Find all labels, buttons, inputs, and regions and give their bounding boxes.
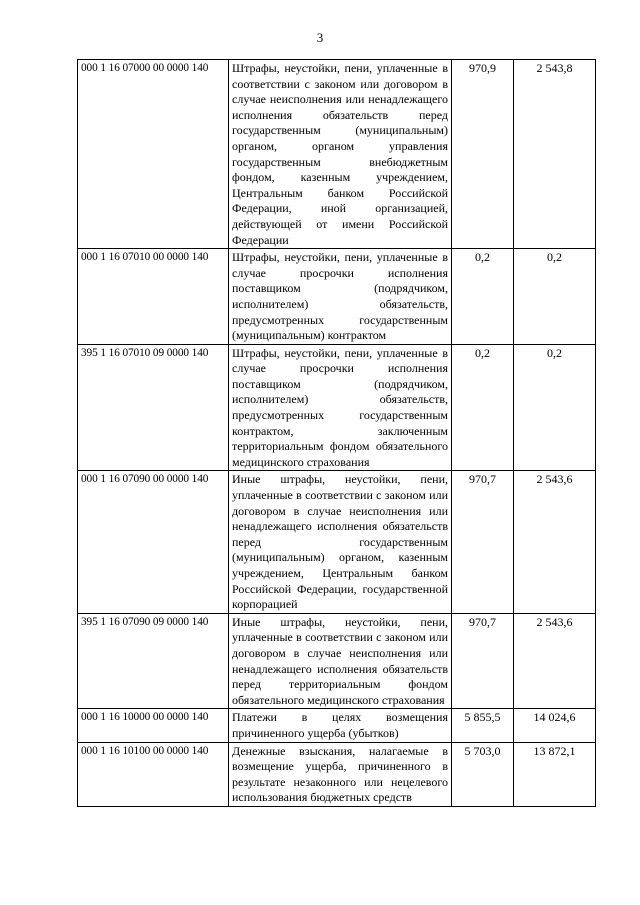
table-row xyxy=(78,742,596,806)
amount-cell-2: 0,2 xyxy=(514,249,596,345)
budget-table xyxy=(77,59,596,807)
amount-cell-2: 13 872,1 xyxy=(514,742,596,806)
amount-cell-1: 970,7 xyxy=(452,471,514,613)
amount-cell-1: 0,2 xyxy=(452,344,514,471)
revenue-name-cell: Денежные взыскания, налагаемые в возмещение ущерба, причиненного в результате незаконного или нецелевого использования бюджетных средств xyxy=(229,742,452,806)
budget-code-cell: 000 1 16 10100 00 0000 140 xyxy=(78,742,229,806)
amount-cell-2: 2 543,6 xyxy=(514,613,596,709)
revenue-name-cell: Штрафы, неустойки, пени, уплаченные в случае просрочки исполнения поставщиком (подрядчиком, исполнителем) обязательств, предусмотренных государственным (муниципальным) контрактом xyxy=(229,249,452,345)
revenue-name-cell: Платежи в целях возмещения причиненного ущерба (убытков) xyxy=(229,709,452,742)
page-number: 3 xyxy=(316,30,324,45)
amount-cell-2: 2 543,6 xyxy=(514,471,596,613)
table-row xyxy=(78,60,596,249)
table-row xyxy=(78,709,596,742)
budget-code-cell: 395 1 16 07090 09 0000 140 xyxy=(78,613,229,709)
amount-cell-1: 0,2 xyxy=(452,249,514,345)
revenue-name-cell: Иные штрафы, неустойки, пени, уплаченные в соответствии с законом или договором в случае неисполнения или ненадлежащего исполнения обязательств перед территориальным фондом обязательного медицинского страхования xyxy=(229,613,452,709)
amount-cell-1: 5 703,0 xyxy=(452,742,514,806)
table-row xyxy=(78,249,596,345)
table-row xyxy=(78,471,596,613)
budget-code-cell: 000 1 16 07010 00 0000 140 xyxy=(78,249,229,345)
amount-cell-1: 5 855,5 xyxy=(452,709,514,742)
table-row xyxy=(78,344,596,471)
amount-cell-2: 14 024,6 xyxy=(514,709,596,742)
budget-code-cell: 000 1 16 07000 00 0000 140 xyxy=(78,60,229,249)
budget-code-cell: 395 1 16 07010 09 0000 140 xyxy=(78,344,229,471)
budget-code-cell: 000 1 16 10000 00 0000 140 xyxy=(78,709,229,742)
revenue-name-cell: Иные штрафы, неустойки, пени, уплаченные в соответствии с законом или договором в случае неисполнения или ненадлежащего исполнения обязательств перед государственным (муниципальным) органом, казенным учреждением, Центральным банком Российской Федерации, государственной корпорацией xyxy=(229,471,452,613)
revenue-name-cell: Штрафы, неустойки, пени, уплаченные в случае просрочки исполнения поставщиком (подрядчиком, исполнителем) обязательств, предусмотренных государственным контрактом, заключенным территориальным фондом обязательного медицинского страхования xyxy=(229,344,452,471)
budget-code-cell: 000 1 16 07090 00 0000 140 xyxy=(78,471,229,613)
amount-cell-2: 0,2 xyxy=(514,344,596,471)
amount-cell-1: 970,7 xyxy=(452,613,514,709)
revenue-name-cell: Штрафы, неустойки, пени, уплаченные в соответствии с законом или договором в случае неисполнения или ненадлежащего исполнения обязательств перед государственным (муниципальным) органом, органом управления государственным внебюджетным фондом, казенным учреждением, Центральным банком Российской Федерации, иной организацией, действующей от имени Российской Федерации xyxy=(229,60,452,249)
table-row xyxy=(78,613,596,709)
amount-cell-2: 2 543,8 xyxy=(514,60,596,249)
amount-cell-1: 970,9 xyxy=(452,60,514,249)
